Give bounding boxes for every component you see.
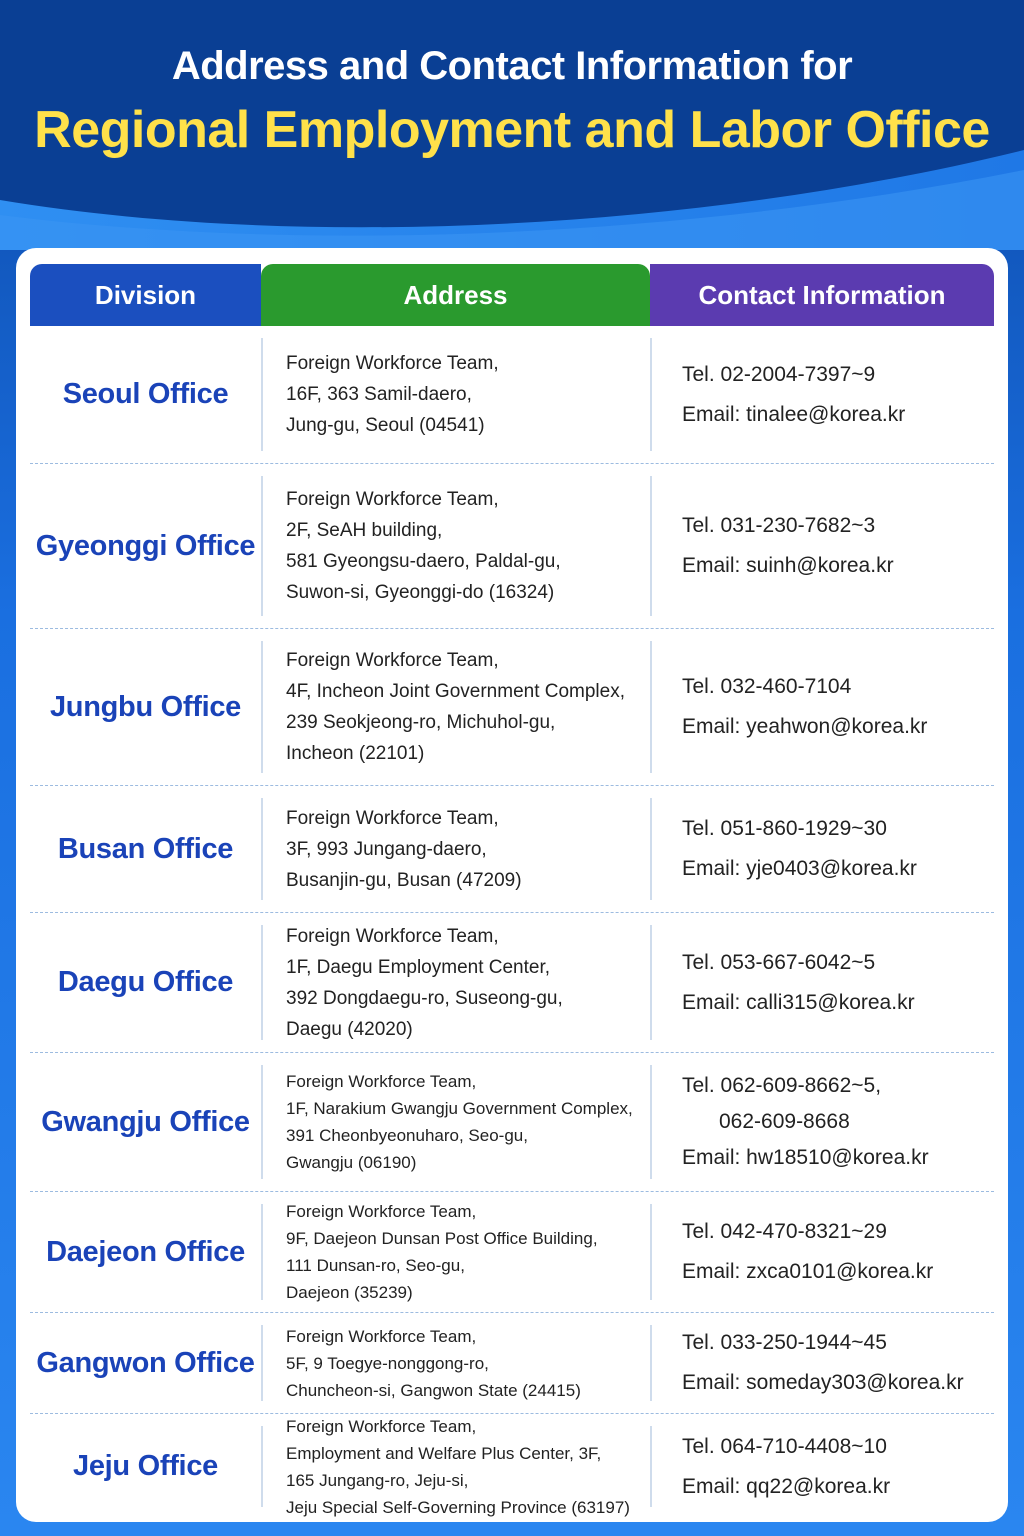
- contact-cell: [682, 326, 992, 463]
- contact-block: [682, 809, 917, 889]
- division-cell: [30, 629, 261, 785]
- address-line: Jeju Special Self-Governing Province (63197): [286, 1497, 630, 1517]
- phone-number: Tel. 053-667-6042~5: [682, 950, 876, 974]
- header-address: Address: [261, 264, 650, 326]
- address-line: Gwangju (06190): [286, 1153, 417, 1172]
- office-name: Daegu Office: [57, 966, 234, 998]
- email-address: Email: zxca0101@korea.kr: [682, 1260, 934, 1283]
- contact-block: [682, 355, 905, 435]
- email-address: Email: qq22@korea.kr: [682, 1474, 891, 1498]
- contact-cell: [682, 1053, 992, 1191]
- address-line: Foreign Workforce Team,: [286, 1072, 477, 1091]
- phone-number: Tel. 032-460-7104: [682, 675, 852, 698]
- address-line: 581 Gyeongsu-daero, Paldal-gu,: [286, 551, 561, 572]
- table-row: [30, 1313, 994, 1414]
- address-cell: [286, 464, 646, 628]
- address-block: [286, 645, 625, 769]
- contact-block: [682, 1212, 933, 1292]
- address-cell: [286, 629, 646, 785]
- address-cell: [286, 786, 646, 912]
- division-cell: [30, 913, 261, 1052]
- email-address: Email: someday303@korea.kr: [682, 1371, 964, 1394]
- address-line: Incheon (22101): [286, 743, 425, 764]
- header-division: Division: [30, 264, 261, 326]
- address-line: Daegu (42020): [286, 1018, 413, 1040]
- address-line: 9F, Daejeon Dunsan Post Office Building,: [286, 1229, 598, 1248]
- division-cell: [30, 1414, 261, 1519]
- phone-number: Tel. 064-710-4408~10: [682, 1434, 887, 1458]
- page-title-line1: Address and Contact Information for: [171, 44, 853, 88]
- email-address: Email: yeahwon@korea.kr: [682, 715, 928, 738]
- address-block: [286, 1198, 598, 1306]
- division-cell: [30, 1053, 261, 1191]
- address-block: [286, 484, 561, 608]
- email-address: Email: hw18510@korea.kr: [682, 1146, 929, 1169]
- hero-banner: [0, 0, 1024, 250]
- phone-number: Tel. 031-230-7682~3: [682, 514, 876, 537]
- address-line: Jung-gu, Seoul (04541): [286, 415, 485, 436]
- division-cell: [30, 326, 261, 463]
- contact-block: [682, 667, 927, 747]
- contact-cell: [682, 1414, 992, 1519]
- office-name: Jeju Office: [73, 1450, 218, 1482]
- address-cell: [286, 1053, 646, 1191]
- table-row: [30, 1192, 994, 1313]
- phone-number-secondary: 062-609-8668: [719, 1110, 850, 1133]
- office-name: Gangwon Office: [36, 1346, 255, 1379]
- table-row: [30, 629, 994, 786]
- address-line: 239 Seokjeong-ro, Michuhol-gu,: [286, 712, 556, 733]
- address-line: 111 Dunsan-ro, Seo-gu,: [286, 1256, 465, 1275]
- phone-number: Tel. 062-609-8662~5,: [682, 1074, 882, 1097]
- address-line: Foreign Workforce Team,: [286, 353, 499, 374]
- address-line: Suwon-si, Gyeonggi-do (16324): [286, 582, 555, 603]
- contact-cell: [682, 786, 992, 912]
- office-name: Gwangju Office: [41, 1105, 250, 1138]
- email-address: Email: calli315@korea.kr: [682, 990, 915, 1014]
- address-line: 1F, Daegu Employment Center,: [286, 956, 551, 978]
- address-cell: [286, 1414, 646, 1519]
- address-line: Foreign Workforce Team,: [286, 489, 499, 510]
- division-cell: [30, 464, 261, 628]
- address-line: 165 Jungang-ro, Jeju-si,: [286, 1470, 469, 1490]
- contact-block: [682, 506, 894, 586]
- contact-block: [682, 1068, 929, 1176]
- address-block: [286, 1068, 633, 1176]
- phone-number: Tel. 02-2004-7397~9: [682, 362, 876, 386]
- contact-block: [682, 943, 915, 1023]
- office-name: Daejeon Office: [46, 1235, 245, 1268]
- address-line: 3F, 993 Jungang-daero,: [286, 838, 487, 860]
- header-contact: Contact Information: [650, 264, 994, 326]
- address-cell: [286, 1313, 646, 1413]
- contact-table-card: [16, 248, 1008, 1522]
- address-line: Foreign Workforce Team,: [286, 1416, 477, 1436]
- address-line: 4F, Incheon Joint Government Complex,: [286, 681, 626, 702]
- address-line: Foreign Workforce Team,: [286, 1326, 477, 1346]
- table-row: [30, 326, 994, 464]
- address-line: Chuncheon-si, Gangwon State (24415): [286, 1380, 581, 1400]
- division-cell: [30, 1192, 261, 1312]
- division-cell: [30, 1313, 261, 1413]
- address-block: [286, 921, 563, 1045]
- contact-block: [682, 1323, 964, 1403]
- phone-number: Tel. 042-470-8321~29: [682, 1220, 887, 1243]
- address-line: 391 Cheonbyeonuharo, Seo-gu,: [286, 1126, 528, 1145]
- address-line: 5F, 9 Toegye-nonggong-ro,: [286, 1353, 489, 1373]
- address-block: [286, 1323, 581, 1404]
- table-row: [30, 1414, 994, 1519]
- address-line: 16F, 363 Samil-daero,: [286, 384, 472, 405]
- table-body: [30, 326, 994, 1519]
- contact-cell: [682, 464, 992, 628]
- address-line: 2F, SeAH building,: [286, 520, 443, 541]
- address-block: [286, 1413, 630, 1521]
- table-row: [30, 1053, 994, 1192]
- address-cell: [286, 326, 646, 463]
- address-block: [286, 803, 522, 896]
- contact-cell: [682, 1192, 992, 1312]
- contact-cell: [682, 629, 992, 785]
- office-name: Jungbu Office: [49, 690, 242, 723]
- page-title-line2: Regional Employment and Labor Office: [34, 101, 990, 159]
- email-address: Email: suinh@korea.kr: [682, 554, 894, 577]
- address-line: Employment and Welfare Plus Center, 3F,: [286, 1443, 602, 1463]
- address-line: Foreign Workforce Team,: [286, 650, 499, 671]
- address-line: Foreign Workforce Team,: [286, 807, 499, 829]
- address-cell: [286, 913, 646, 1052]
- contact-block: [682, 1427, 890, 1507]
- phone-number: Tel. 051-860-1929~30: [682, 817, 887, 840]
- phone-number: Tel. 033-250-1944~45: [682, 1331, 887, 1354]
- address-line: Foreign Workforce Team,: [286, 1202, 477, 1221]
- address-block: [286, 348, 499, 441]
- office-name: Busan Office: [57, 832, 234, 865]
- email-address: Email: yje0403@korea.kr: [682, 857, 917, 880]
- address-line: Daejeon (35239): [286, 1283, 413, 1302]
- office-name: Seoul Office: [62, 378, 229, 410]
- address-line: 1F, Narakium Gwangju Government Complex,: [286, 1099, 633, 1118]
- address-line: Busanjin-gu, Busan (47209): [286, 869, 522, 891]
- contact-cell: [682, 913, 992, 1052]
- address-cell: [286, 1192, 646, 1312]
- address-line: 392 Dongdaegu-ro, Suseong-gu,: [286, 987, 563, 1009]
- office-name: Gyeonggi Office: [35, 529, 256, 562]
- table-row: [30, 913, 994, 1053]
- table-row: [30, 464, 994, 629]
- contact-cell: [682, 1313, 992, 1413]
- address-line: Foreign Workforce Team,: [286, 925, 499, 947]
- email-address: Email: tinalee@korea.kr: [682, 402, 906, 426]
- division-cell: [30, 786, 261, 912]
- table-row: [30, 786, 994, 913]
